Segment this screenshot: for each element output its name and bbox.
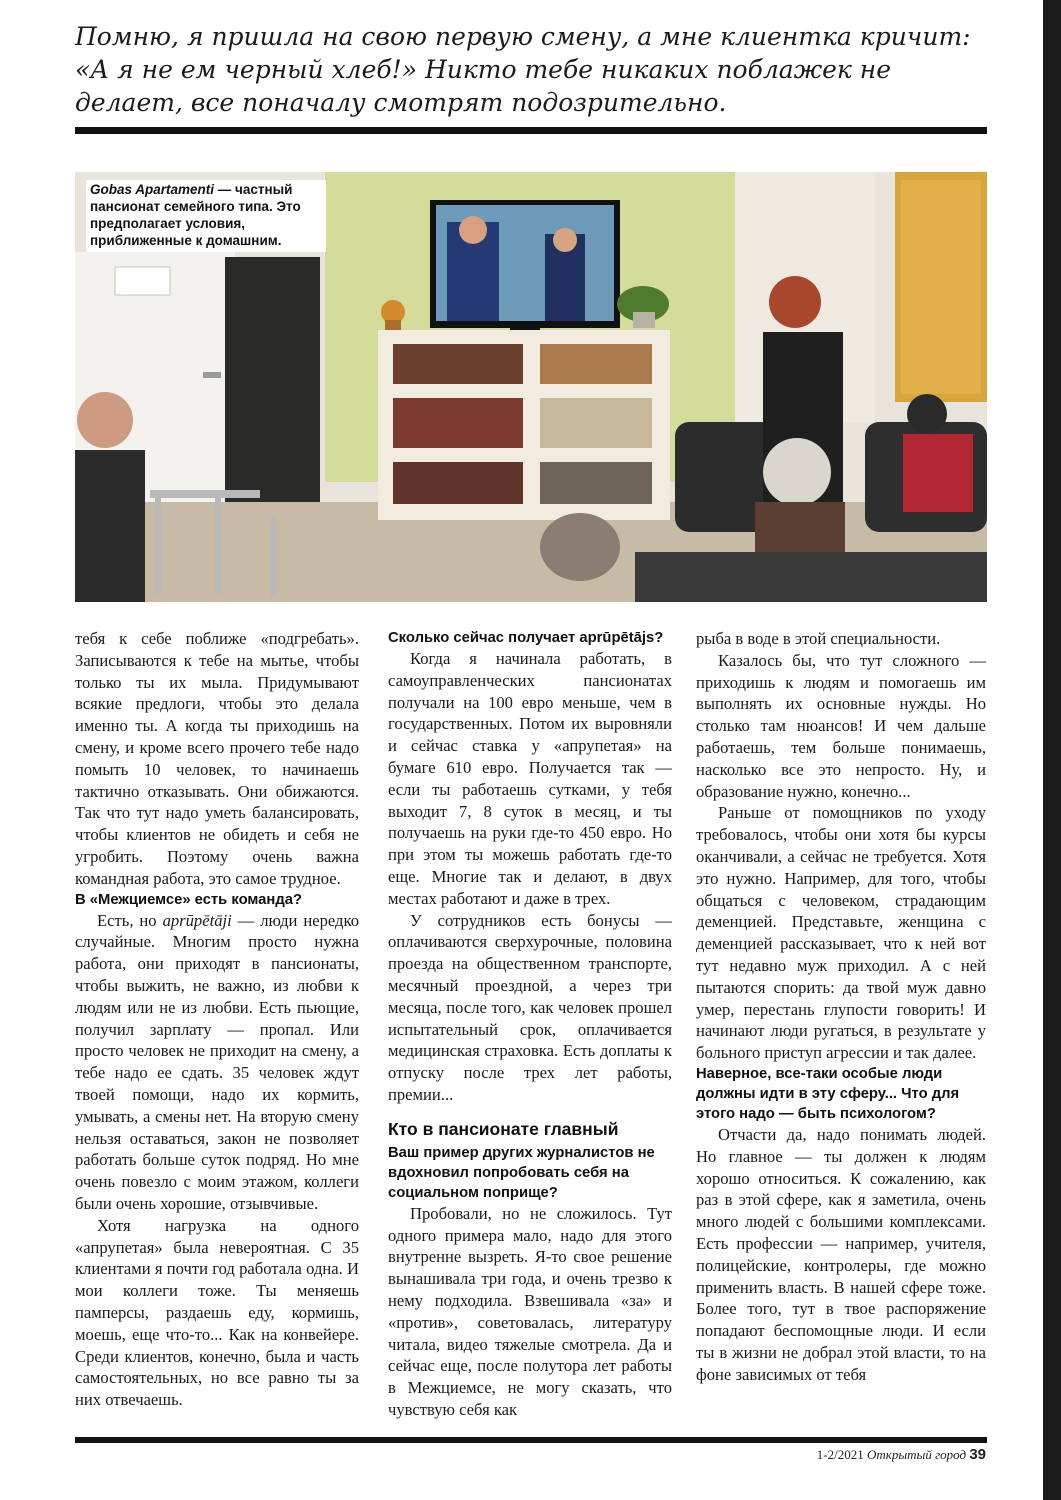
interview-question: Сколько сейчас получает aprūpētājs? (388, 630, 664, 646)
photo-caption (86, 180, 326, 252)
magazine-name: Открытый город (866, 1447, 967, 1462)
paragraph: Хотя нагрузка на одного «апрупетая» была невероятная. С 35 клиентами я почти год работала одна. И мои коллеги тоже. Ты меняешь памперсы, раздаешь еду, кормишь, моешь, еще что-то... Как на конвейере. Среди клиентов, конечно, была и часть самостоятельных, но все равно ты за них отвечаешь. (75, 1215, 359, 1410)
paragraph: У сотрудников есть бонусы — оплачиваются сверхурочные, половина проезда на общественном транспорте, месячный проездной, а через три месяца, после того, как человек прошел испытательный срок, оплачивается медицинская страховка. Есть доплаты к отпуску после трех лет работы, премии... (388, 910, 672, 1104)
caption-text: — частный пансионат семейного типа. Это предполагает условия, приближенные к домашним. (90, 182, 301, 248)
text-run: Есть, но (97, 910, 163, 930)
paragraph: рыба в воде в этой специальности. (696, 629, 941, 648)
issue-number: 1-2/2021 (816, 1447, 864, 1462)
bottom-divider (75, 1437, 987, 1443)
article-column-2 (388, 628, 672, 1421)
interview-question: Ваш пример других журналистов не вдохновил попробовать себя на социальном поприще? (388, 1144, 655, 1201)
interview-question: Наверное, все-таки особые люди должны идти в эту сферу... Что для этого надо — быть психологом? (696, 1065, 960, 1122)
paragraph: Пробовали, но не сложилось. Тут одного примера мало, надо для этого внутренне вызреть. Я-то свое решение вынашивала три года, и очень трезво к нему подходила. Взвешивала «за» и «против», советовалась, литературу читала, видео тяжелые смотрела. Да и сейчас еще, после полутора лет работы в Межциемсе, не могу сказать, что чувствую себя как (388, 1203, 672, 1419)
paragraph: Когда я начинала работать, в самоуправленческих пансионатах получали на 100 евро меньше, чем в государственных. Потом их выровняли и сейчас ставка у «апрупетая» на бумаге 610 евро. Получается так — если ты работаешь сутками, у тебя выходит 7, 8 суток в месяц, и ты получаешь на руки где-то 450 евро. Но при этом ты можешь работать где-то еще. Многие так и делают, в двух местах работают и даже в трех. (388, 649, 672, 908)
paragraph: Отчасти да, надо понимать людей. Но главное — ты должен к людям хорошо относиться. К сожалению, как раз в этой сфере, как я заметила, очень много людей с большими комплексами. Есть профессии — например, учителя, полицейские, контролеры, где можно применить власть. В нашей сфере тоже. Более того, тут в твое распоряжение попадают беспомощные люди. И если ты в жизни не добрал этой власти, то на фоне зависимых от тебя (696, 1124, 986, 1384)
term-italic: aprūpētāji (162, 910, 232, 930)
article-column-1 (75, 628, 359, 1411)
text-run: — люди нередко случайные. Многим просто нужна работа, они приходят в пансионаты, чтобы выжить, не важно, из любви к людям или не из любви. Есть пьющие, получил зарплату — пропал. Или просто человек не приходит на смену, а тебе надо ее сдать. 35 человек ждут твоей помощи, надо их кормить, умывать, а смены нет. На вторую смену нельзя оставаться, закон не позволяет работать больше суток подряд. Но мне очень повезло с моим этажом, коллеги были очень хорошие, отзывчивые. (75, 910, 359, 1213)
paragraph: Казалось бы, что тут сложного — приходишь к людям и помогаешь им выполнять их основные нужды. Но столько там нюансов! И чем дальше работаешь, тем больше понимаешь, насколько все это непросто. Ну, и образование нужно, конечно... (696, 650, 986, 801)
interview-question: В «Межциемсе» есть команда? (75, 891, 303, 908)
caption-lead: Gobas Apartamenti (90, 182, 215, 197)
page-footer (817, 1446, 986, 1463)
section-subheading: Кто в пансионате главный (388, 1118, 619, 1139)
page-number: 39 (969, 1446, 986, 1463)
pull-quote: Помню, я пришла на свою первую смену, а мне клиентка кричит: «А я не ем черный хлеб!» Никто тебе никаких поблажек не делает, все поначалу смотрят подозрительно. (75, 22, 971, 117)
page-edge-bar (1043, 0, 1061, 1500)
top-divider (75, 127, 987, 134)
article-column-3 (696, 628, 986, 1386)
paragraph: тебя к себе поближе «подгребать». Записываются к тебе на мытье, чтобы только ты их мыла. Придумывают всякие предлоги, чтобы это делала именно ты. А когда ты приходишь на смену, и кроме всего прочего тебе надо помыть 10 человек, то начинаешь тактично отказывать. Они обижаются. Так что тут надо уметь балансировать, чтобы клиентов не обидеть и себя не угробить. Поэтому очень важна командная работа, это самое трудное. (75, 629, 359, 888)
paragraph: Раньше от помощников по уходу требовалось, чтобы они хотя бы курсы оканчивали, а сейчас не требуется. Хотя это нужно. Например, для того, чтобы общаться с человеком, страдающим деменцией. Представьте, женщина с деменцией рассказывает, что к ней вот тут недавно муж приходил. А с ней пытаются спорить: да твой муж давно умер, перестань глупости говорить! И начинают люди ругаться, в результате у больного приступ агрессии и так далее. (696, 803, 986, 1063)
paragraph (75, 910, 359, 1215)
